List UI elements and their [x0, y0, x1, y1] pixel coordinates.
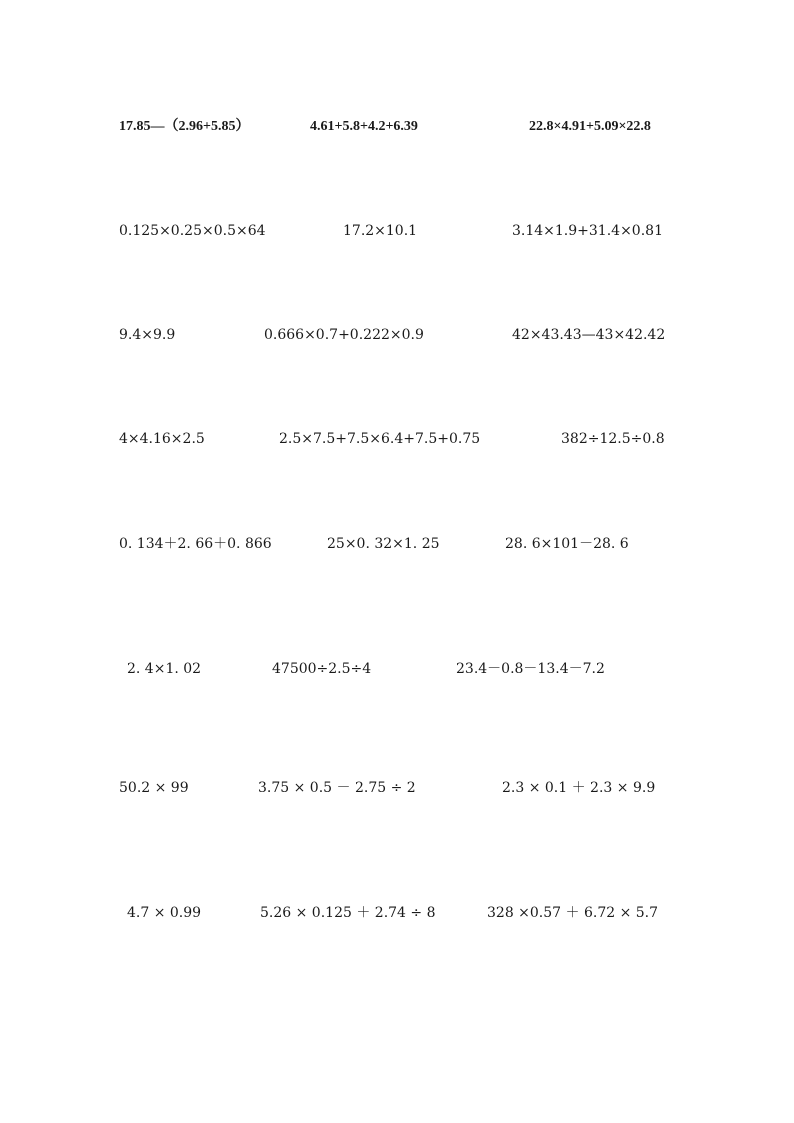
problem-10: 4×4.16×2.5 — [119, 431, 205, 447]
problem-2: 4.61+5.8+4.2+6.39 — [310, 119, 418, 134]
problem-11: 2.5×7.5+7.5×6.4+7.5+0.75 — [279, 431, 481, 447]
problem-6: 3.14×1.9+31.4×0.81 — [512, 223, 663, 239]
problem-4: 0.125×0.25×0.5×64 — [119, 223, 266, 239]
problem-7: 9.4×9.9 — [119, 327, 176, 343]
problem-14: 25×0. 32×1. 25 — [327, 536, 440, 552]
problem-3: 22.8×4.91+5.09×22.8 — [529, 119, 651, 134]
problem-20: 3.75 × 0.5 － 2.75 ÷ 2 — [258, 780, 416, 796]
problem-18: 23.4－0.8－13.4－7.2 — [456, 661, 605, 677]
problem-9: 42×43.43—43×42.42 — [512, 327, 666, 343]
problem-23: 5.26 × 0.125 ＋ 2.74 ÷ 8 — [260, 905, 436, 921]
problem-15: 28. 6×101－28. 6 — [505, 536, 629, 552]
problem-21: 2.3 × 0.1 ＋ 2.3 × 9.9 — [502, 780, 656, 796]
problem-5: 17.2×10.1 — [343, 223, 418, 239]
problem-8: 0.666×0.7+0.222×0.9 — [264, 327, 424, 343]
problem-1: 17.85—（2.96+5.85） — [119, 119, 250, 134]
problem-17: 47500÷2.5÷4 — [272, 661, 372, 677]
problem-24: 328 ×0.57 ＋ 6.72 × 5.7 — [487, 905, 659, 921]
problem-12: 382÷12.5÷0.8 — [561, 431, 665, 447]
problem-16: 2. 4×1. 02 — [127, 661, 202, 677]
problem-19: 50.2 × 99 — [119, 780, 189, 796]
problem-13: 0. 134＋2. 66＋0. 866 — [119, 536, 272, 552]
problem-22: 4.7 × 0.99 — [127, 905, 202, 921]
